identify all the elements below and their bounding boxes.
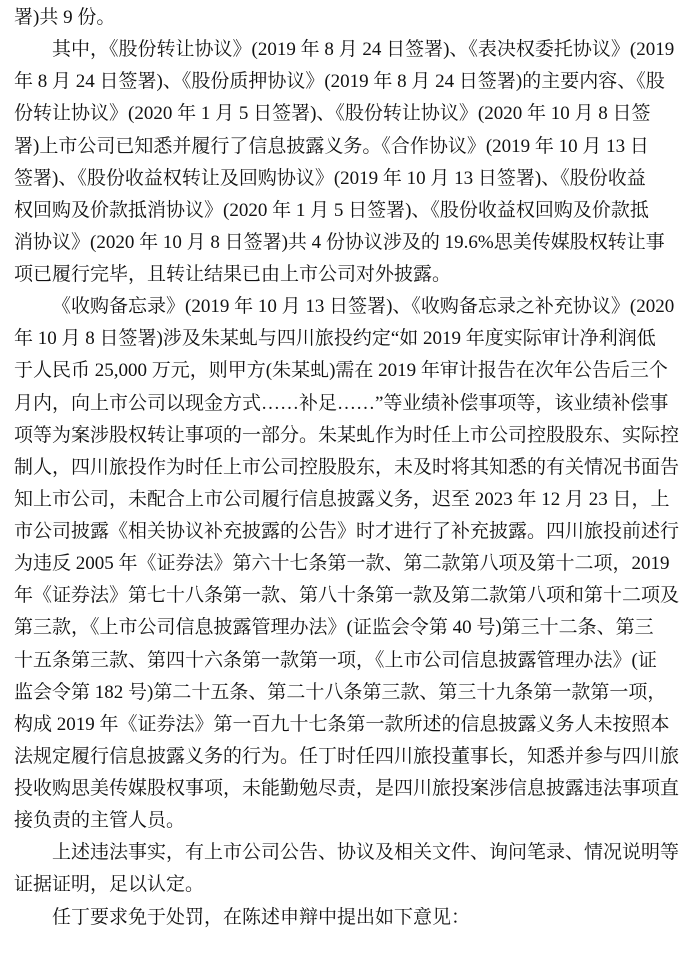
paragraph: [14, 837, 679, 901]
text-line: 份转让协议》(2020 年 1 月 5 日签署)、《股份转让协议》(2020 年 10 月 8 日签: [14, 103, 651, 125]
text-line: 于人民币 25,000 万元，则甲方(朱某虬)需在 2019 年审计报告在次年公告后三个: [14, 360, 668, 382]
text-line: 签署)、《股份收益权转让及回购协议》(2019 年 10 月 13 日签署)、《股份收益: [14, 167, 646, 189]
document-body: [14, 2, 679, 934]
text-line: 接负责的主管人员。: [14, 810, 186, 832]
text-line: 十五条第三款、第四十六条第一款第一项，《上市公司信息披露管理办法》(证: [14, 649, 657, 671]
text-line: 监会令第 182 号)第二十五条、第二十八条第三款、第三十九条第一款第一项，: [14, 681, 667, 703]
text-line: 年《证券法》第七十八条第一款、第八十条第一款及第二款第八项和第十二项及: [14, 585, 679, 607]
paragraph: [14, 902, 592, 934]
text-line: 年 8 月 24 日签署)、《股份质押协议》(2019 年 8 月 24 日签署)的主要内容、《股: [14, 71, 665, 93]
text-line: 知上市公司，未配合上市公司履行信息披露义务，迟至 2023 年 12 月 23 日，上: [14, 488, 670, 510]
text-line: 年 10 月 8 日签署)涉及朱某虬与四川旅投约定“如 2019 年度实际审计净利润低: [14, 328, 656, 350]
text-line: 署)共 9 份。: [14, 7, 116, 28]
text-line: 第三款，《上市公司信息披露管理办法》(证监会令第 40 号)第三十二条、第三: [14, 617, 654, 639]
paragraph: [14, 291, 679, 837]
text-line: 署)上市公司已知悉并履行了信息披露义务。《合作协议》(2019 年 10 月 13 日: [14, 135, 649, 157]
paragraph: [14, 2, 592, 34]
text-line: 构成 2019 年《证券法》第一百九十七条第一款所述的信息披露义务人未按照本: [14, 713, 670, 735]
text-line: 市公司披露《相关协议补充披露的公告》时才进行了补充披露。四川旅投前述行: [14, 521, 679, 542]
text-line: 项等为案涉股权转让事项的一部分。朱某虬作为时任上市公司控股股东、实际控: [14, 424, 679, 446]
text-line: 权回购及价款抵消协议》(2020 年 1 月 5 日签署)、《股份收益权回购及价款抵: [14, 199, 649, 221]
text-line: 消协议》(2020 年 10 月 8 日签署)共 4 份协议涉及的 19.6%思美传媒股权转让事: [14, 231, 665, 253]
text-line: 月内，向上市公司以现金方式……补足……”等业绩补偿事项等，该业绩补偿事: [14, 392, 669, 414]
text-line: 《收购备忘录》(2019 年 10 月 13 日签署)、《收购备忘录之补充协议》(2020: [52, 296, 675, 318]
text-line: 法规定履行信息披露义务的行为。任丁时任四川旅投董事长，知悉并参与四川旅: [14, 745, 679, 767]
text-line: 证据证明，足以认定。: [14, 874, 205, 896]
text-line: 任丁要求免于处罚，在陈述申辩中提出如下意见：: [52, 906, 471, 928]
text-line: 为违反 2005 年《证券法》第六十七条第一款、第二款第八项及第十二项，2019: [14, 553, 670, 575]
text-line: 制人，四川旅投作为时任上市公司控股股东，未及时将其知悉的有关情况书面告: [14, 456, 679, 478]
text-line: 项已履行完毕，且转让结果已由上市公司对外披露。: [14, 264, 452, 285]
text-line: 投收购思美传媒股权事项，未能勤勉尽责，是四川旅投案涉信息披露违法事项直: [14, 778, 679, 799]
text-line: 其中，《股份转让协议》(2019 年 8 月 24 日签署)、《表决权委托协议》(2019: [52, 39, 675, 61]
text-line: 上述违法事实，有上市公司公告、协议及相关文件、询问笔录、情况说明等: [52, 842, 679, 864]
paragraph: [14, 34, 675, 291]
